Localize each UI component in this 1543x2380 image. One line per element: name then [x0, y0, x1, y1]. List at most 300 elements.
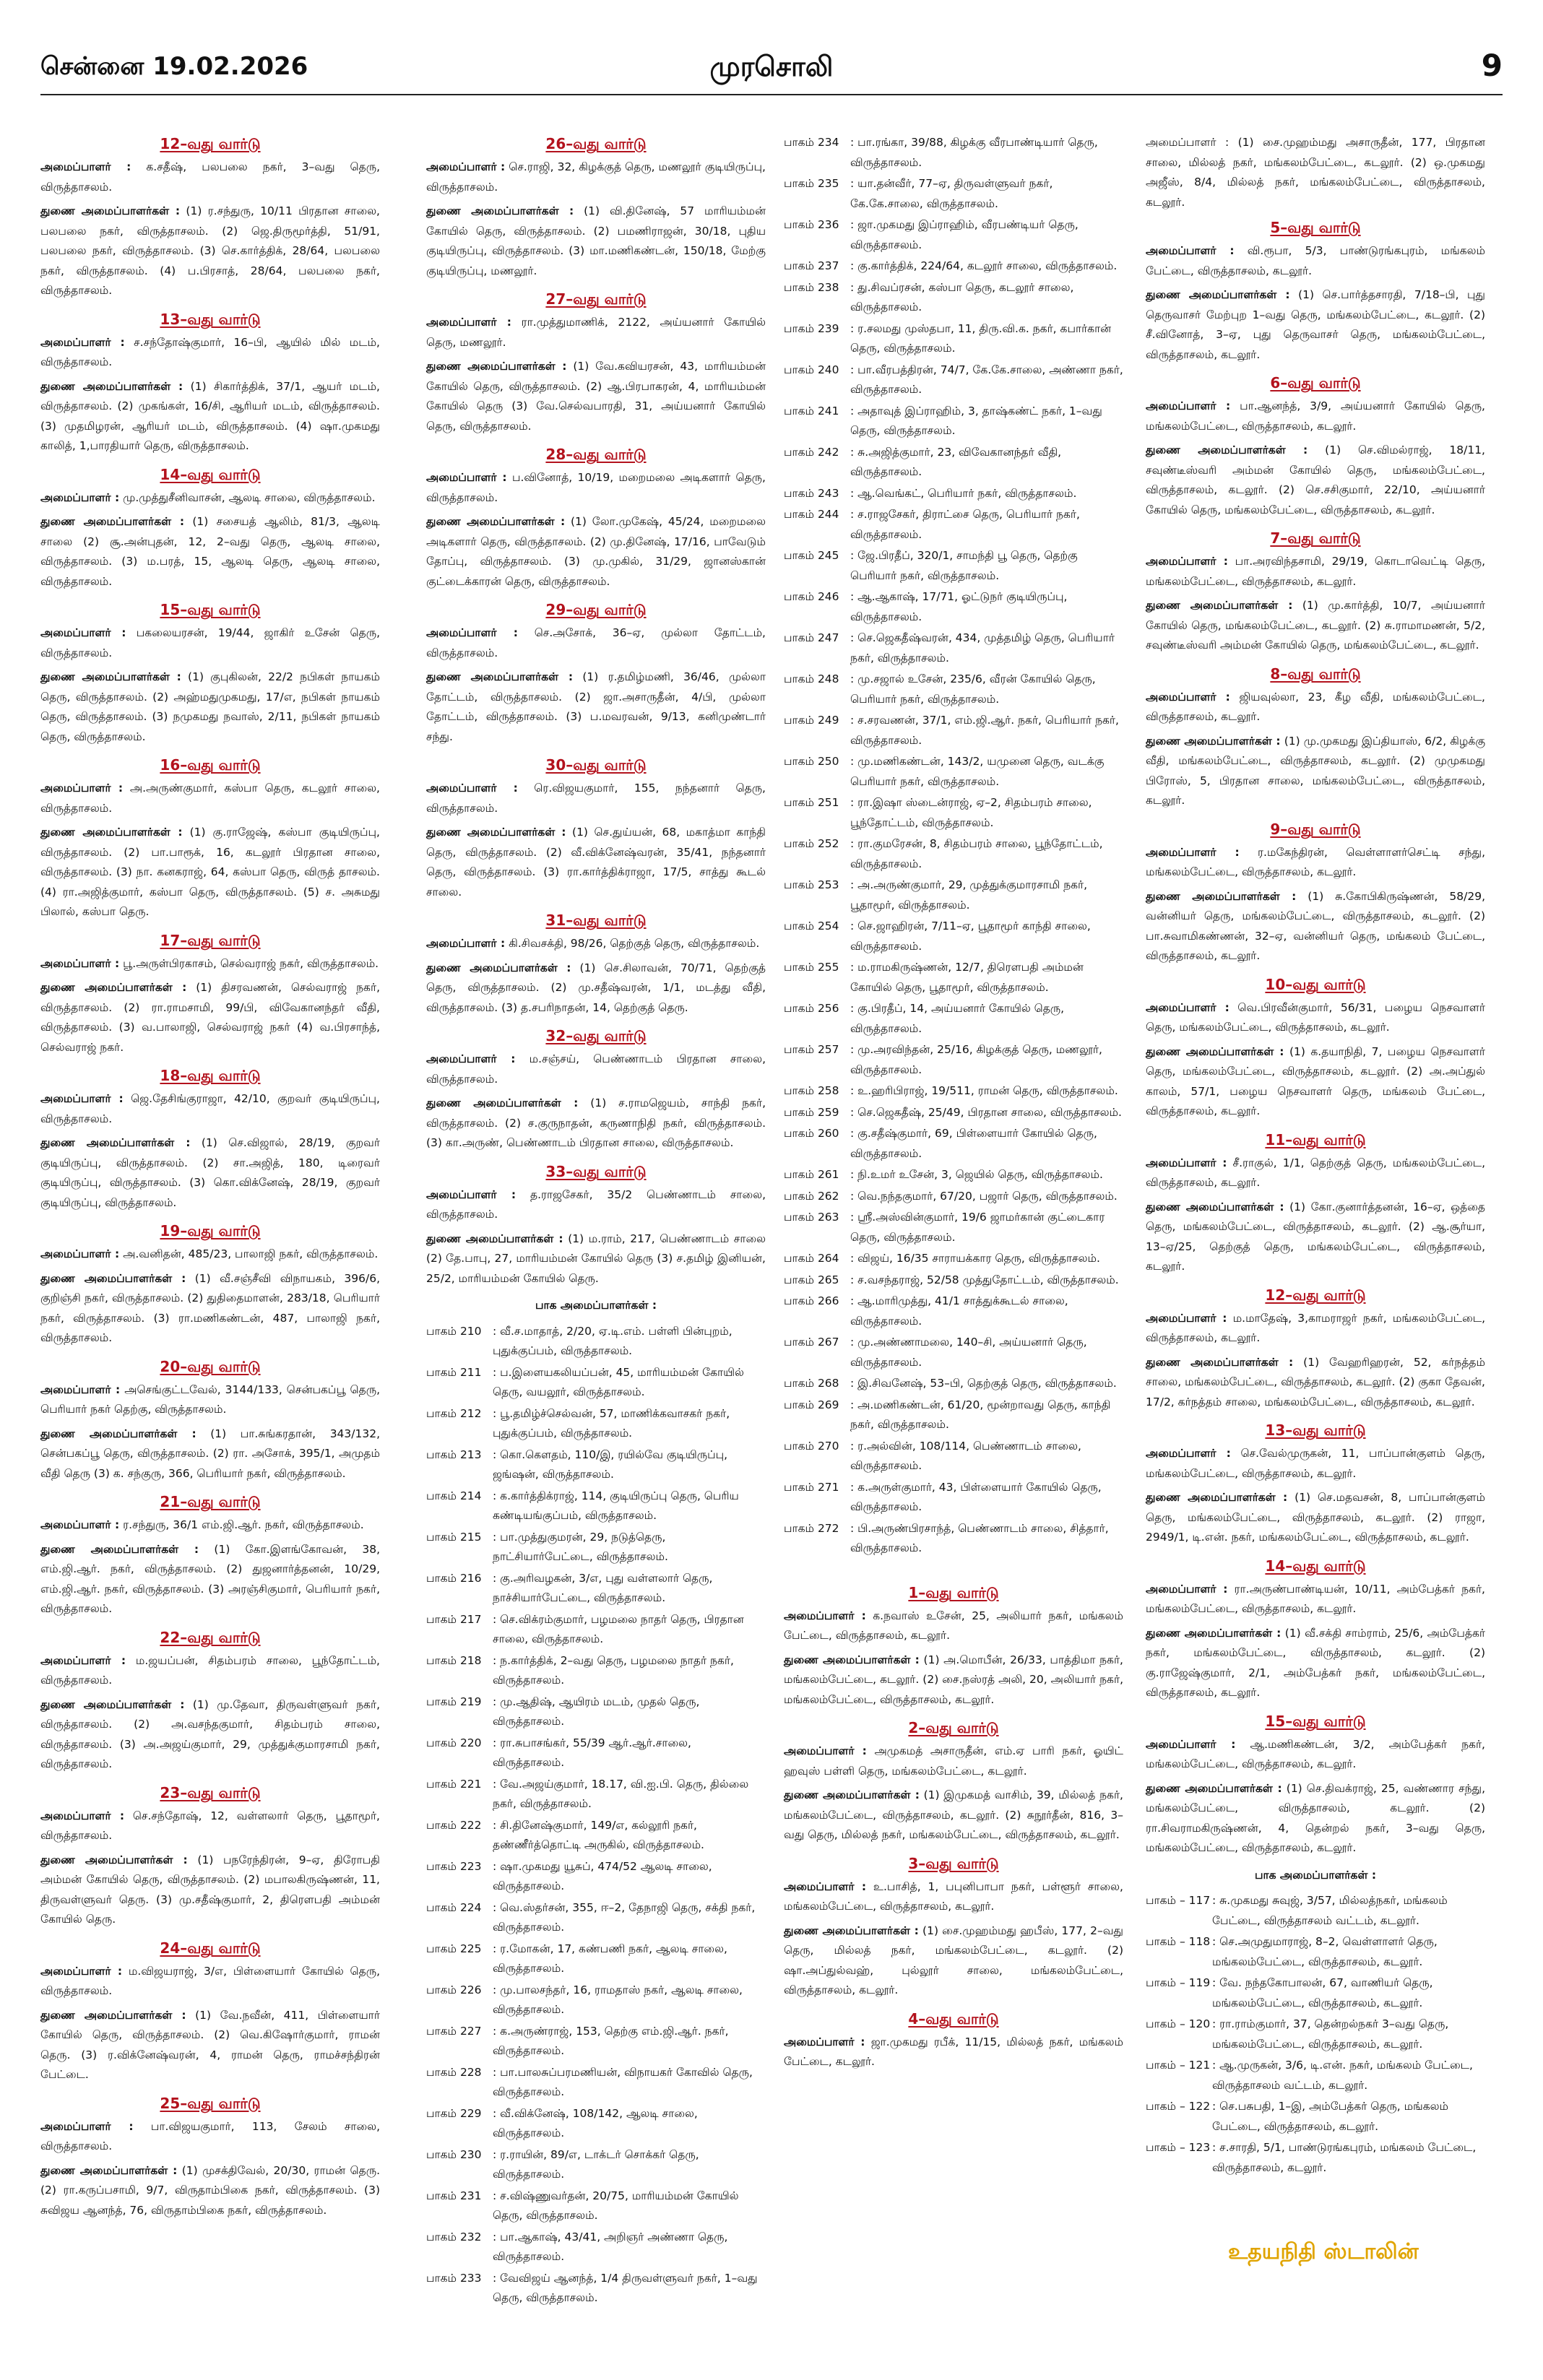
booth-number: பாகம் 237 — [784, 259, 839, 272]
booth-details: : ர.ராயின், 89/எ, டாக்டர் சொக்கர் தெரு, விருத்தாசலம். — [493, 2147, 699, 2181]
ward-section — [40, 1937, 380, 2085]
ward-title — [40, 308, 380, 330]
header-divider — [40, 94, 1503, 95]
ward-section — [40, 1491, 380, 1619]
member-entry — [1146, 1735, 1485, 1775]
booth-entry — [784, 1333, 1123, 1372]
member-entry — [40, 2006, 380, 2085]
booth-details: : ச.சரவணன், 37/1, எம்.ஜி.ஆர். நகர், பெரியார் நகர், விருத்தாசலம். — [850, 714, 1119, 747]
booth-details: : பா.ரங்கா, 39/88, கிழக்கு வீரபாண்டியார் தெரு, விருத்தாசலம். — [850, 136, 1098, 169]
booth-details: : கு.சதீஷ்குமார், 69, பிள்ளையார் கோயில் தெரு, விருத்தாசலம். — [850, 1127, 1097, 1160]
ward-title-text: 7–வது வார்டு — [1270, 529, 1361, 547]
member-details: சீ.ராகுல், 1/1, தெற்குத் தெரு, மங்கலம்பேட்டை, விருத்தாசலம், கடலூர். — [1146, 1156, 1485, 1189]
booth-entry — [784, 484, 1123, 504]
member-entry — [40, 1133, 380, 1213]
role-label: துணை அமைப்பாளர்கள் : — [40, 1697, 185, 1711]
booth-details: : பா.பாலசுப்பரமணியன், விநாயகர் கோவில் தெரு, விருத்தாசலம். — [493, 2065, 753, 2098]
member-entry — [784, 1741, 1123, 1781]
booth-details: : சு.அஜித்குமார், 23, விவேகானந்தர் வீதி, விருத்தாசலம். — [850, 445, 1062, 478]
ward-title-text: 25–வது வார்டு — [160, 2094, 261, 2112]
booth-details: : து.சிவப்ரசன், கஸ்பா தெரு, கடலூர் சாலை, விருத்தாசலம். — [850, 280, 1074, 313]
booth-entry — [784, 215, 1123, 255]
booth-entry — [784, 793, 1123, 833]
member-details: ச.சந்தோஷ்குமார், 16–பி, ஆயில் மில் மடம், விருத்தாசலம். — [40, 335, 380, 368]
ward-section — [40, 464, 380, 592]
role-label: அமைப்பாளர் : — [1146, 244, 1235, 257]
booth-details: : ச.விஷ்ணுவர்தன், 20/75, மாரியம்மன் கோயில் தெரு, விருத்தாசலம். — [493, 2189, 739, 2222]
member-entry — [40, 157, 380, 197]
booth-details: : கு.அரிவழகன், 3/எ, புது வள்ளலார் தெரு, நாச்சியார்பேட்டை, விருத்தாசலம். — [493, 1571, 713, 1604]
ward-section — [1146, 372, 1485, 520]
booth-number: பாகம் 244 — [784, 508, 839, 521]
member-details: உ.பாசித், 1, பபுனிபாபா நகர், பள்ளூர் சாலை, மங்கலம்பேட்டை, விருத்தாசலம், கடலூர். — [784, 1879, 1123, 1913]
booth-entry — [784, 174, 1123, 214]
role-label: அமைப்பாளர் : — [1146, 1582, 1228, 1596]
booth-entry — [784, 1437, 1123, 1476]
member-details: ர.சந்துரு, 36/1 எம்.ஜி.ஆர். நகர், விருத்தாசலம். — [123, 1518, 364, 1531]
role-label: துணை அமைப்பாளர்கள் : — [426, 360, 567, 373]
booth-details: : மு.ஆதிஷ், ஆயிரம் மடம், முதல் தெரு, விருத்தாசலம். — [493, 1695, 700, 1728]
member-details: செ.அசோக், 36–ஏ, முல்லா தோட்டம், விருத்தாசலம். — [426, 626, 766, 659]
ward-title — [1146, 1555, 1485, 1577]
ward-title-text: 6–வது வார்டு — [1270, 374, 1361, 391]
booth-number: பாகம் – 121 — [1146, 2059, 1211, 2072]
member-details: பா.விஜயகுமார், 113, சேலம் சாலை, விருத்தாசலம். — [40, 2119, 380, 2152]
ward-title — [1146, 1284, 1485, 1306]
booth-number: பாகம் 270 — [784, 1439, 839, 1453]
ward-title-text: 15–வது வார்டு — [1265, 1712, 1366, 1730]
booth-details: : செ.பசுபதி, 1–இ, அம்பேத்கர் தெரு, மங்கலம் பேட்டை, விருத்தாசலம், கடலூர். — [1212, 2100, 1448, 2133]
ward-title-text: 20–வது வார்டு — [160, 1357, 261, 1375]
booth-number: பாகம் 263 — [784, 1211, 839, 1224]
booth-details: : க.கார்த்திக்ராஜ், 114, குடியிருப்பு தெரு, பெரிய கண்டியங்குப்பம், விருத்தாசலம். — [493, 1489, 739, 1522]
role-label: துணை அமைப்பாளர்கள் : — [1146, 288, 1290, 301]
member-entry — [426, 934, 766, 954]
member-details: (1) செ.பார்த்தசாரதி, 7/18–பி, புது தெருவாசர் மேற்புற 1–வது தெரு, மங்கலம்பேட்டை, கடலூர். (2) சீ.வினோத், 3–ஏ, புது தெருவாசர் தெரு, மங்கலம்பேட்டை, விருத்தாசலம், கடலூர். — [1146, 288, 1485, 361]
booth-details: : செ.ஜெகதீஷ்வரன், 434, முத்தமிழ் தெரு, பெரியார் நகர், விருத்தாசலம். — [850, 631, 1115, 665]
ward-title — [40, 1627, 380, 1648]
ward-title — [784, 1717, 1123, 1739]
member-details: செ.வேல்முருகன், 11, பாப்பான்குளம் தெரு, மங்கலம்பேட்டை, விருத்தாசலம், கடலூர். — [1146, 1447, 1485, 1480]
ward-title-text: 13–வது வார்டு — [160, 310, 261, 328]
ward-section — [784, 1853, 1123, 2001]
member-details: ஆ.மணிகண்டன், 3/2, அம்பேத்கர் நகர், மங்கலம்பேட்டை, விருத்தாசலம், கடலூர். — [1146, 1737, 1485, 1770]
member-entry — [426, 823, 766, 902]
role-label: அமைப்பாளர் : — [426, 937, 506, 950]
role-label: அமைப்பாளர் : — [40, 782, 124, 795]
booth-entry — [784, 1519, 1123, 1559]
member-details: ர.மகேந்திரன், வெள்ளாளர்செட்டி சந்து, மங்கலம்பேட்டை, விருத்தாசலம், கடலூர். — [1146, 845, 1485, 878]
member-details: பகலையரசன், 19/44, ஜாகிர் உசேன் தெரு, விருத்தாசலம். — [40, 626, 381, 659]
booth-details: : வெ.ஸ்தர்சன், 355, ஈ–2, தேநாஜி தெரு, சக்தி நகர், விருத்தாசலம். — [493, 1900, 756, 1934]
role-label: அமைப்பாளர் : — [40, 1964, 123, 1978]
ward-title — [40, 133, 380, 155]
column-1 — [40, 133, 380, 2228]
member-entry — [1146, 887, 1485, 966]
role-label: அமைப்பாளர் : — [1146, 399, 1231, 412]
member-entry — [1146, 843, 1485, 883]
member-entry — [784, 1921, 1123, 2001]
booth-details: : நி.உமர் உசேன், 3, ஜெயில் தெரு, விருத்தாசலம். — [850, 1168, 1103, 1181]
role-label: துணை அமைப்பாளர்கள் : — [40, 1427, 196, 1440]
ward-section — [40, 930, 380, 1058]
ward-title — [1146, 1710, 1485, 1732]
booth-details: : கு.பிரதீப், 14, அய்யனார் கோயில் தெரு, விருத்தாசலம். — [850, 1002, 1065, 1035]
booth-number: பாகம் 231 — [426, 2189, 482, 2202]
role-label: துணை அமைப்பாளர்கள் : — [1146, 599, 1293, 612]
booth-details: : வே.அஜய்குமார், 18.17, வி.ஐ.பி. தெரு, தில்லை நகர், விருத்தாசலம். — [493, 1777, 749, 1810]
member-details: (1) செ.சிலாவன், 70/71, தெற்குத் தெரு, விருத்தாசலம். (2) மு.சதீஷ்வரன், 1/1, மடத்து வீதி, விருத்தாசலம். (3) த.சபரிநாதன், 14, தெற்குத் தெரு. — [426, 961, 766, 1014]
ward-section — [1146, 818, 1485, 966]
ward-title-text: 17–வது வார்டு — [160, 931, 261, 949]
booth-number: பாகம் 232 — [426, 2230, 482, 2243]
role-label: அமைப்பாளர் : — [426, 316, 511, 329]
booth-details: : மு.பாலசந்தர், 16, ராமதாஸ் நகர், ஆலடி சாலை, விருத்தாசலம். — [493, 1983, 743, 2016]
role-label: துணை அமைப்பாளர்கள் : — [1146, 443, 1308, 456]
member-entry — [40, 978, 380, 1057]
ward-title — [426, 1025, 766, 1047]
booth-details: : பி.அருண்பிரசாந்த், பெண்ணாடம் சாலை, சித்தார், விருத்தாசலம். — [850, 1521, 1109, 1554]
member-entry — [1146, 1042, 1485, 1122]
ward-section — [1146, 663, 1485, 811]
role-label: அமைப்பாளர் : — [1146, 555, 1228, 568]
member-entry — [426, 779, 766, 818]
member-entry — [40, 488, 380, 509]
member-entry — [426, 202, 766, 281]
booth-details: : ம.ராமகிருஷ்ணன், 12/7, திரௌபதி அம்மன் கோயில் தெரு, பூதாமூர், விருத்தாசலம். — [850, 961, 1084, 994]
member-entry — [426, 1050, 766, 1089]
role-label: துணை அமைப்பாளர்கள் : — [1146, 1626, 1281, 1640]
member-details: (1) வி.தினேஷ், 57 மாரியம்மன் கோயில் தெரு, விருத்தாசலம். (2) பமணிராஜன், 30/18, புதிய குடியிருப்பு, விருத்தாசலம். (3) மா.மணிகண்டன், 150/18, மேற்கு குடியிருப்பு, மணலூர். — [426, 204, 766, 277]
role-label: அமைப்பாளர் : — [1146, 690, 1230, 704]
member-entry — [1146, 732, 1485, 811]
booth-entry — [426, 1734, 766, 1773]
ward-title — [1146, 818, 1485, 840]
role-label: அமைப்பாளர் : — [40, 1653, 126, 1667]
booth-details: : ஆ.வெங்கட், பெரியார் நகர், விருத்தாசலம். — [850, 486, 1077, 500]
ward-title — [40, 1491, 380, 1513]
booth-details: : யா.தன்வீர், 77–ஏ, திருவள்ளுவர் நகர், கே.கே.சாலை, விருத்தாசலம். — [850, 177, 1053, 210]
booth-details: : அ.மணிகண்டன், 61/20, மூன்றாவது தெரு, காந்தி நகர், விருத்தாசலம். — [850, 1398, 1111, 1431]
spacer — [784, 1560, 1123, 1582]
role-label: அமைப்பாளர் : — [1146, 1156, 1227, 1169]
ward-title — [1146, 1419, 1485, 1441]
booth-entry — [784, 711, 1123, 750]
ward-title-text: 33–வது வார்டு — [545, 1162, 647, 1180]
booth-number: பாகம் 221 — [426, 1777, 482, 1791]
booth-details: : வீ.ச.மாதாத், 2/20, ஏ.டி.எம். பள்ளி பின்புறம், புதுக்குப்பம், விருத்தாசலம். — [493, 1324, 732, 1357]
member-details: (1) முசக்திவேல், 20/30, ராமன் தெரு. (2) ரா.கருப்பசாமி, 9/7, விருதாம்பிகை நகர், விருத்தாசலம். (3) சுவிஜய ஆனந்த், 76, விருதாம்பிகை நகர், விருத்தாசலம். — [40, 2163, 381, 2217]
booth-entry — [426, 1816, 766, 1856]
member-details: மு.முத்துசீனிவாசன், ஆலடி சாலை, விருத்தாசலம். — [123, 490, 376, 504]
ward-title — [426, 133, 766, 155]
member-entry — [1146, 688, 1485, 727]
issue-date: சென்னை 19.02.2026 — [40, 52, 308, 81]
booth-details: : அ.அருண்குமார், 29, முத்துக்குமாரசாமி நகர், பூதாமூர், விருத்தாசலம். — [850, 878, 1088, 912]
ward-title-text: 11–வது வார்டு — [1265, 1130, 1366, 1148]
booth-entry — [426, 1898, 766, 1938]
member-details: (1) செ.மதவசன், 8, பாப்பான்குளம் தெரு, மங்கலம்பேட்டை, விருத்தாசலம், கடலூர். (2) ராஜா, 2949/1, டி.என். நகர், மங்கலம்பேட்டை, விருத்தாசலம், கடலூர். — [1146, 1491, 1486, 1544]
ward-section — [1146, 217, 1485, 365]
role-label: துணை அமைப்பாளர்கள் : — [426, 204, 574, 217]
booth-details: : சு.முகமது சுவுஜ், 3/57, மில்லத்நகர், மங்கலம் பேட்டை, விருத்தாசலம் வட்டம், கடலூர். — [1212, 1894, 1448, 1927]
member-details: கி.சிவசக்தி, 98/26, தெற்குத் தெரு, விருத்தாசலம். — [509, 937, 760, 950]
booth-number: பாகம் 239 — [784, 321, 839, 335]
member-details: ம.சஞ்சய், பெண்ணாடம் பிரதான சாலை, விருத்தாசலம். — [426, 1052, 766, 1086]
ward-title — [784, 1853, 1123, 1874]
member-entry — [40, 377, 380, 456]
member-entry — [426, 1094, 766, 1154]
booth-number: பாகம் 214 — [426, 1489, 482, 1502]
ward-title-text: 27–வது வார்டு — [545, 290, 647, 308]
member-details: (1) சிகார்த்திக், 37/1, ஆயர் மடம், விருத்தாசலம். (2) முகங்கள், 16/சி, ஆரியர் மடம், விருத்தாசலம். (3) முதமிழரன், ஆரியர் மடம், விருத்தாசலம். (4) ஷா.முகமது காலித், 1,பாரதியார் தெரு, விருத்தாசலம். — [40, 379, 380, 452]
ward-title-text: 24–வது வார்டு — [160, 1939, 261, 1957]
booth-entry — [784, 1249, 1123, 1269]
ward-title-text: 1–வது வார்டு — [908, 1583, 999, 1601]
booth-details: : ஆ.மாரிமுத்து, 41/1 சாத்துக்கூடல் சாலை, விருத்தாசலம். — [850, 1294, 1068, 1328]
role-label: துணை அமைப்பாளர்கள் : — [784, 1788, 920, 1801]
booth-number: பாகம் 251 — [784, 796, 839, 809]
member-details: (1) செ.விமல்ராஜ், 18/11, சவுண்டீஸ்வரி அம்மன் கோயில் தெரு, மங்கலம்பேட்டை, விருத்தாசலம், கடலூர். (2) செ.சசிகுமார், 22/10, அய்யனார் கோயில் தெரு, மங்கலம்பேட்டை, விருத்தாசலம், கடலூர். — [1146, 443, 1485, 516]
role-label: அமைப்பாளர் : — [40, 1247, 120, 1260]
ward-title — [40, 1937, 380, 1959]
booth-number: பாகம் – 120 — [1146, 2017, 1211, 2030]
member-entry — [40, 2117, 380, 2157]
booth-details: : ச.ராஜசேகர், திராட்சை தெரு, பெரியார் நகர், விருத்தாசலம். — [850, 508, 1080, 541]
member-details: ப.வினோத், 10/19, மறைமலை அடிகளார் தெரு, விருத்தாசலம். — [426, 471, 766, 504]
booth-entry — [784, 834, 1123, 874]
member-entry — [426, 1229, 766, 1289]
role-label: அமைப்பாளர் : — [426, 782, 518, 795]
booth-number: பாகம் 266 — [784, 1294, 839, 1307]
ward-title-text: 10–வது வார்டு — [1265, 975, 1366, 993]
ward-title-text: 30–வது வார்டு — [545, 756, 647, 774]
role-label: துணை அமைப்பாளர்கள் : — [40, 204, 181, 217]
member-details: த.ராஜசேகர், 35/2 பெண்ணாடம் சாலை, விருத்தாசலம். — [426, 1187, 766, 1221]
booth-details: : ர.சலமது முஸ்தபா, 11, திரு.வி.க. நகர், கபார்கான் தெரு, விருத்தாசலம். — [850, 321, 1112, 355]
member-details: (1) ம.ராம், 217, பெண்ணாடம் சாலை (2) தே.பாபு, 27, மாரியம்மன் கோயில் தெரு (3) ச.தமிழ் இனியன், 25/2, மாரியம்மன் கோயில் தெரு. — [426, 1232, 766, 1285]
ward-title — [1146, 974, 1485, 995]
ward-section — [40, 2093, 380, 2221]
booth-details: : ஜே.பிரதீப், 320/1, சாமந்தி பூ தெரு, தெற்கு பெரியார் நகர், விருத்தாசலம். — [850, 549, 1078, 582]
ward-section — [40, 1065, 380, 1213]
member-details: (1) கு.ராஜேஷ், கஸ்பா குடியிருப்பு, விருத்தாசலம். (2) பா.பாரூக், 16, கடலூர் பிரதான சாலை, விருத்தாசலம். (3) நா. கனகராஜ், 64, கஸ்பா தெரு, விருத் தாசலம். (4) ரா.அஜித்குமார், கஸ்பா தெரு, விருத்தாசலம். (5) ச. அசுமது பிலால், கஸ்பா தெரு. — [40, 826, 380, 918]
member-entry — [1146, 1580, 1485, 1619]
booth-number: பாகம் 257 — [784, 1043, 839, 1056]
booth-entry — [784, 958, 1123, 998]
member-entry — [40, 623, 380, 663]
ward-section — [1146, 1284, 1485, 1413]
member-entry — [40, 2161, 380, 2221]
booth-entry — [426, 1569, 766, 1609]
booth-entry — [784, 546, 1123, 586]
role-label: அமைப்பாளர் : — [1146, 845, 1240, 859]
member-details: (1) இமுகமத் வாசிம், 39, மில்லத் நகர், மங்கலம்பேட்டை, விருத்தாசலம், கடலூர். (2) சுநூர்தீன், 816, 3–வது தெரு, மில்லத் நகர், மங்கலம்பேட்டை, விருத்தாசலம், கடலூர். — [784, 1788, 1123, 1841]
booth-entry — [426, 1981, 766, 2020]
booth-details: : மு.சஜால் உசேன், 235/6, வீரன் கோயில் தெரு, பெரியார் நகர், விருத்தாசலம். — [850, 672, 1096, 706]
newspaper-name: முரசொலி — [709, 51, 834, 82]
booth-details: : அதாவுத் இப்ராஹிம், 3, தாஷ்கண்ட் நகர், 1–வது தெரு, விருத்தாசலம். — [850, 404, 1102, 437]
booth-details: : இ.சிவனேஷ், 53–பி, தெற்குத் தெரு, விருத்தாசலம். — [850, 1377, 1117, 1390]
booth-details: : பா.ஆகாஷ், 43/41, அறிஞர் அண்ணா தெரு, விருத்தாசலம். — [493, 2230, 728, 2263]
booth-number: பாகம் 213 — [426, 1448, 482, 1461]
booth-entry — [426, 1651, 766, 1691]
ward-title — [1146, 372, 1485, 394]
member-entry — [784, 1877, 1123, 1917]
booth-details: : மு.அரவிந்தன், 25/16, கிழக்குத் தெரு, மணலூர், விருத்தாசலம். — [850, 1043, 1102, 1076]
booth-number: பாகம் 253 — [784, 878, 839, 891]
ward-section — [40, 1782, 380, 1930]
member-details: (1) சை.முஹம்மது ஹபீஸ், 177, 2–வது தெரு, மில்லத் நகர், மங்கலம்பேட்டை, கடலூர். (2) ஷா.அப்துல்வஹ், புல்லூர் சாலை, மங்கலம்பேட்டை, விருத்தாசலம், கடலூர். — [784, 1924, 1123, 1996]
role-label: அமைப்பாளர் : — [426, 471, 507, 484]
role-label: துணை அமைப்பாளர்கள் : — [1146, 1781, 1282, 1795]
booth-number: பாகம் 224 — [426, 1900, 482, 1914]
member-entry — [1146, 1624, 1485, 1703]
member-details: ம.மாதேஷ், 3,காமராஜர் நகர், மங்கலம்பேட்டை, விருத்தாசலம், கடலூர். — [1146, 1311, 1485, 1344]
booth-number: பாகம் 218 — [426, 1653, 482, 1667]
role-label: துணை அமைப்பாளர்கள் : — [1146, 1044, 1284, 1058]
booth-number: பாகம் 249 — [784, 714, 839, 727]
member-details: ஜா.முகமது ரபீக், 11/15, மில்லத் நகர், மங்கலம் பேட்டை, கடலூர். — [784, 2035, 1123, 2068]
ward-section — [426, 288, 766, 436]
member-details: ம.விஜயராஜ், 3/எ, பிள்ளையார் கோயில் தெரு, விருத்தாசலம். — [40, 1964, 380, 1997]
member-entry — [40, 823, 380, 922]
member-details: (1) க.தயாநிதி, 7, பழைய நெசவாளர் தெரு, மங்கலம்பேட்டை, விருத்தாசலம், கடலூர். (2) அ.அப்துல் காலம், 57/1, பழைய நெசவாளர் தெரு, மங்கலம் பேட்டை, விருத்தாசலம், கடலூர். — [1146, 1044, 1485, 1117]
ward-title-text: 23–வது வார்டு — [160, 1783, 261, 1801]
booth-number: பாகம் 256 — [784, 1002, 839, 1015]
member-details: (1) அ.மொபீன், 26/33, பாத்திமா நகர், மங்கலம்பேட்டை, கடலூர். (2) சை.நஸ்ரத் அலி, 20, அலியார் நகர், மங்கலம்பேட்டை, விருத்தாசலம், கடலூர். — [784, 1653, 1123, 1706]
ward-title-text: 16–வது வார்டு — [160, 756, 261, 774]
role-label: துணை அமைப்பாளர்கள் : — [40, 1136, 191, 1149]
member-details: (1) வீ.சஞ்சீவி விநாயகம், 396/6, குறிஞ்சி நகர், விருத்தாசலம். (2) துதிதைமாளன், 283/18, பெரியார் நகர், விருத்தாசலம். (3) ரா.மணிகண்டன், 487, பாலாஜி நகர், விருத்தாசலம். — [40, 1271, 381, 1344]
ward-title-text: 21–வது வார்டு — [160, 1493, 261, 1510]
booth-entry — [1146, 2056, 1485, 2095]
member-entry — [40, 1089, 380, 1129]
role-label: துணை அமைப்பாளர்கள் : — [784, 1653, 920, 1666]
booth-entry — [426, 1363, 766, 1403]
booth-entry — [426, 2228, 766, 2267]
role-label: அமைப்பாளர் : — [40, 1518, 120, 1531]
member-details: வி.ரூபா, 5/3, பாண்டுரங்கபுரம், மங்கலம் பேட்டை, விருத்தாசலம், கடலூர். — [1146, 244, 1485, 277]
member-entry — [426, 623, 766, 663]
booth-details: : செ.அமுதுமாராஜ், 8–2, வெள்ளாளர் தெரு, மங்கலம்பேட்டை, விருத்தாசலம், கடலூர். — [1212, 1935, 1438, 1968]
member-entry — [40, 1269, 380, 1349]
booth-number: பாகம் 259 — [784, 1105, 839, 1119]
member-entry — [1146, 552, 1485, 592]
booth-details: : ந.கார்த்திக், 2–வது தெரு, பழமலை நாதர் நகர், விருத்தாசலம். — [493, 1653, 734, 1687]
role-label: அமைப்பாளர் : — [1146, 1000, 1229, 1014]
member-entry — [784, 1650, 1123, 1710]
booth-entry — [426, 1692, 766, 1732]
member-entry — [426, 959, 766, 1018]
booth-entry — [426, 1322, 766, 1362]
ward-title-text: 18–வது வார்டு — [160, 1067, 261, 1084]
member-entry — [40, 779, 380, 818]
booth-details: : ரா.குமரேசன், 8, சிதம்பரம் சாலை, பூந்தோட்டம், விருத்தாசலம். — [850, 837, 1103, 870]
booth-entry — [1146, 1932, 1485, 1972]
member-details: (1) வீ.சக்தி சாம்ராம், 25/6, அம்பேத்கர் நகர், மங்கலம்பேட்டை, விருத்தாசலம், கடலூர். (2) கு.ராஜேஷ்குமார், 2/1, அம்பேத்கர் நகர், மங்கலம்பேட்டை, விருத்தாசலம், கடலூர். — [1146, 1626, 1485, 1699]
member-details: செ.ராஜி, 32, கிழக்குத் தெரு, மணலூர் குடியிருப்பு, விருத்தாசலம். — [426, 160, 766, 194]
member-entry — [40, 333, 380, 373]
member-entry — [40, 1651, 380, 1691]
booth-number: பாகம் 250 — [784, 755, 839, 768]
role-label: அமைப்பாளர் : — [40, 1382, 121, 1396]
ward-title-text: 28–வது வார்டு — [545, 446, 647, 463]
member-details: (1) வே.நவீன், 411, பிள்ளையார் கோயில் தெரு, விருத்தாசலம். (2) வெ.கிஷோர்குமார், ராமன் தெரு. (3) ர.விக்னேஷ்வரன், 4, ராமன் தெரு, ராமச்சந்திரன் பேட்டை. — [40, 2008, 380, 2081]
member-details: (1) ர.தமிழ்மணி, 36/46, முல்லா தோட்டம், விருத்தாசலம். (2) ஜா.அசாருதீன், 4/பி, முல்லா தோட்டம், விருத்தாசலம். (3) ப.மவரவன், 9/13, கனிமுண்டார் சந்து. — [426, 670, 766, 743]
member-details: (1) பநரேந்திரன், 9–ஏ, திரோபதி அம்மன் கோயில் தெரு, விருத்தாசலம். (2) மபாலகிருஷ்ணன், 11, திருவள்ளுவர் தெரு. (3) மு.சதீஷ்குமார், 2, திரௌபதி அம்மன் கோயில் தெரு. — [40, 1853, 381, 1926]
booth-entry — [426, 1404, 766, 1444]
ward-title-text: 14–வது வார்டு — [1265, 1557, 1366, 1575]
booth-number: பாகம் 236 — [784, 218, 839, 231]
booth-number: பாகம் 271 — [784, 1480, 839, 1494]
member-entry — [40, 1695, 380, 1775]
booth-number: பாகம் 212 — [426, 1406, 482, 1420]
column-4 — [1146, 133, 1485, 2179]
booth-number: பாகம் 240 — [784, 363, 839, 376]
booth-entry — [784, 999, 1123, 1039]
member-details: பா.அரவிந்தசாமி, 29/19, கொடாவெட்டி தெரு, மங்கலம்பேட்டை, விருத்தாசலம், கடலூர். — [1146, 555, 1485, 588]
page-header — [40, 48, 1503, 94]
booth-details: : கொ.கௌதம், 110/இ, ரயில்வே குடியிருப்பு, ஜங்ஷன், விருத்தாசலம். — [493, 1448, 728, 1481]
ward-section — [1146, 1710, 1485, 1858]
role-label: துணை அமைப்பாளர்கள் : — [40, 2008, 186, 2022]
ward-title-text: 15–வது வார்டு — [160, 601, 261, 618]
role-label: துணை அமைப்பாளர்கள் : — [426, 670, 574, 683]
role-label: துணை அமைப்பாளர்கள் : — [40, 515, 185, 528]
member-details: செ.சந்தோஷ், 12, வள்ளலார் தெரு, பூதாமூர், விருத்தாசலம். — [40, 1809, 380, 1842]
booth-number: பாகம் – 118 — [1146, 1935, 1211, 1948]
column-2 — [426, 133, 766, 2310]
booth-section-title: பாக அமைப்பாளர்கள் : — [535, 1299, 657, 1312]
booth-number: பாகம் 254 — [784, 919, 839, 932]
member-details: பூ.அருள்பிரகாசம், செல்வராஜ் நகர், விருத்தாசலம். — [123, 956, 379, 970]
member-details: ரெ.விஜயகுமார், 155, நந்தனார் தெரு, விருத்தாசலம். — [426, 782, 766, 815]
booth-details: : ச.சாரதி, 5/1, பாண்டுரங்கபுரம், மங்கலம் பேட்டை, விருத்தாசலம், கடலூர். — [1212, 2141, 1477, 2174]
ward-title — [426, 599, 766, 620]
ward-title — [1146, 217, 1485, 238]
role-label: அமைப்பாளர் : — [40, 335, 125, 349]
booth-entry — [784, 752, 1123, 792]
ward-section — [426, 599, 766, 747]
booth-number: பாகம் 220 — [426, 1736, 482, 1749]
member-entry — [784, 1786, 1123, 1845]
role-label: அமைப்பாளர் : — [40, 490, 120, 504]
member-entry — [40, 954, 380, 974]
booth-details: : ஆ.ஆகாஷ், 17/71, ஓட்டுநர் குடியிருப்பு, விருத்தாசலம். — [850, 590, 1068, 623]
booth-details: : செ.ஜாஹிரன், 7/11–ஏ, பூதாமூர் காந்தி சாலை, விருத்தாசலம். — [850, 919, 1091, 953]
member-entry — [426, 357, 766, 436]
role-label: துணை அமைப்பாளர்கள் : — [40, 1542, 199, 1556]
member-entry — [426, 1185, 766, 1225]
booth-entry — [1146, 1973, 1485, 2013]
ward-title — [40, 1782, 380, 1804]
ward-title-text: 8–வது வார்டு — [1270, 665, 1361, 683]
ward-section — [1146, 1555, 1485, 1703]
member-details: க.சதீஷ், பலபலை நகர், 3–வது தெரு, விருத்தாசலம். — [40, 160, 380, 194]
ward-section — [40, 133, 380, 301]
role-label: அமைப்பாளர் : — [40, 1809, 125, 1822]
booth-number: பாகம் 223 — [426, 1859, 482, 1873]
booth-number: பாகம் 265 — [784, 1273, 839, 1286]
ward-title — [1146, 527, 1485, 549]
role-label: அமைப்பாளர் : — [426, 1187, 517, 1201]
member-details: (1) சு.கோபிகிருஷ்ணன், 58/29, வன்னியர் தெரு, மங்கலம்பேட்டை, விருத்தாசலம், கடலூர். (2) பா.சுவாமிகண்ணன், 32–ஏ, வன்னியர் தெரு, மங்கலம் பேட்டை, விருத்தாசலம், கடலூர். — [1146, 889, 1485, 962]
booth-details: : ரா.ராம்குமார், 37, தென்றல்நகர் 3–வது தெரு, மங்கலம்பேட்டை, விருத்தாசலம், கடலூர். — [1212, 2017, 1449, 2051]
member-entry — [40, 1806, 380, 1846]
ward-section — [426, 443, 766, 592]
member-details: ரா.அருண்பாண்டியன், 10/11, அம்பேத்கர் நகர், மங்கலம்பேட்டை, விருத்தாசலம், கடலூர். — [1146, 1582, 1485, 1615]
